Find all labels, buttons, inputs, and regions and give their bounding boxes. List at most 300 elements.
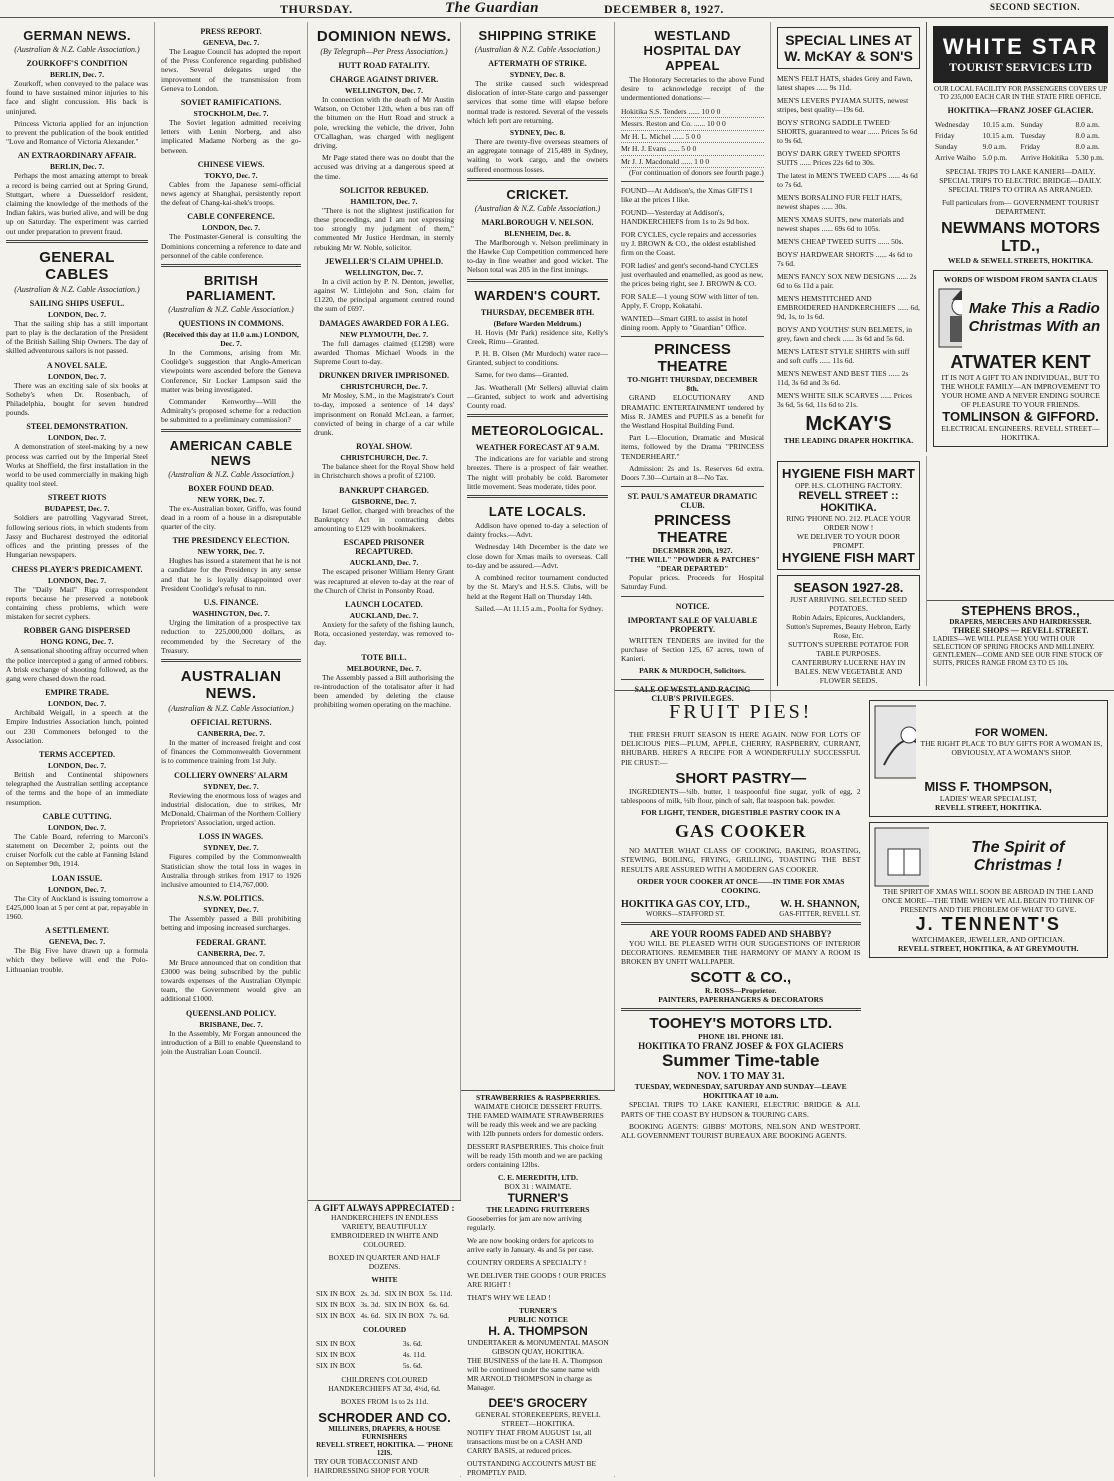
presents-icon: [874, 827, 929, 887]
column-white-star: [927, 22, 1114, 686]
ad-text: BOXED IN QUARTER AND HALF DOZENS.: [328, 1253, 441, 1271]
subheading: OFFICIAL RETURNS.: [190, 717, 272, 727]
ad-text: THAT'S WHY WE LEAD !: [467, 1293, 551, 1302]
heading: AUSTRALIAN NEWS.: [180, 667, 282, 702]
paragraph: The Marlborough v. Nelson preliminary in the Hawke Cup Competition commenced here to-day in fine weather and good wicket. The Nelson total was 205 in the first innings.: [467, 237, 608, 275]
ad-title: SHORT PASTRY—: [675, 769, 807, 787]
divider: [6, 240, 148, 243]
divider: [161, 429, 301, 432]
paragraph: Addison have opened to-day a selection of dainty frocks.—Advt.: [467, 521, 608, 540]
donation-row: Mr H. J. Evans ...... 5 0 0: [621, 143, 764, 156]
subheading: A SETTLEMENT.: [45, 926, 109, 936]
ad-stephens-bros: [927, 600, 1114, 686]
column-german-news: [0, 22, 155, 1477]
paragraph: British and Continental shipowners telegraphed the Australian settling acceptance of the terms and the hope of an immediate resumption.: [6, 769, 148, 807]
table-row: [314, 1360, 455, 1371]
ad-text: COUNTRY ORDERS A SPECIALTY !: [467, 1258, 587, 1267]
business-name: DEE'S GROCERY: [488, 1396, 588, 1410]
dateline: BRISBANE, Dec. 7.: [199, 1019, 263, 1029]
masthead-title: The Guardian: [445, 0, 539, 16]
ad-text: DESSERT RASPBERRIES. This choice fruit will be ready 15th month and we are packing orders containing 12lbs.: [467, 1142, 604, 1169]
dateline: GISBORNE, Dec. 7.: [351, 496, 417, 506]
paragraph: P. H. B. Olsen (Mr Murdoch) water race—Granted, subject to conditions.: [467, 349, 608, 368]
ad-subtitle: WE DELIVER TO YOUR DOOR PROMPT.: [796, 532, 901, 550]
paragraph: INGREDIENTS—¼lb. butter, 1 teaspoonful fine sugar, yolk of egg, 2 tablespoons of milk, ½lb flour, pinch of salt, flat teaspoon bak. powder.: [621, 786, 861, 806]
dateline: LONDON, Dec. 7.: [47, 760, 107, 770]
ad-title: STRAWBERRIES & RASPBERRIES.: [476, 1093, 600, 1102]
business-line: THREE SHOPS — REVELL STREET.: [952, 626, 1089, 635]
column-mckay-ads: [771, 22, 927, 452]
cell: SIX IN BOX: [384, 1311, 425, 1320]
dateline: MELBOURNE, Dec. 7.: [346, 663, 422, 673]
divider: [621, 596, 764, 597]
business-name: H. A. THOMPSON: [488, 1324, 588, 1338]
subheading: LOAN ISSUE.: [51, 873, 103, 883]
coloured-prices: [314, 1338, 455, 1371]
paragraph: The Assembly passed a Bill authorising the re-introduction of the totalisator after it had been amended by deleting the clause prohibiting women operating on the machine.: [314, 672, 454, 710]
ad-item: BOYS' DARK GREY TWEED SPORTS SUITS ...... Prices 22s 6d to 30s.: [777, 149, 901, 167]
ad-text: SPECIAL TRIPS TO LAKE KANIERI—DAILY. SPECIAL TRIPS TO ELECTRIC BRIDGE—DAILY. SPECIAL TRIPS TO OTIRA AS ARRANGED.: [939, 167, 1102, 194]
heading: LATE LOCALS.: [488, 504, 587, 520]
cell: 5s. 6d.: [402, 1361, 423, 1370]
paragraph: That the sailing ship has a still important part to play is the declaration of the President of the British Sailing Ship Owners. The day of skilled adventurous sailors is not passed.: [6, 318, 148, 356]
paragraph: The "Daily Mail" Riga correspondent reports because he preserved a notebook containing chess problems, which were mistaken for secret cyphers.: [6, 584, 148, 622]
cell: Sunday: [935, 142, 958, 151]
divider: [467, 178, 608, 181]
paragraph: (For continuation of donors see fourth page.): [629, 168, 764, 178]
donation-row: Hokitika S.S. Tenders ...... 10 0 0: [621, 106, 764, 119]
ad-title: TOMLINSON & GIFFORD.: [942, 409, 1099, 424]
dateline: WELLINGTON, Dec. 7.: [345, 267, 423, 277]
subheading: IMPORTANT SALE OF VALUABLE PROPERTY.: [627, 615, 758, 634]
dateline: HAMILTON, Dec. 7.: [350, 196, 418, 206]
paragraph: Princess Victoria applied for an injunction to prevent the publication of the book entitled "Love and Romance of Victoria Alexander.": [6, 118, 148, 147]
donation-row: Mr H. L. Michel ...... 5 0 0: [621, 131, 764, 144]
paragraph: Cables from the Japanese semi-official news agency at Shanghai, persistently report the defeat of Chang-kai-shek's troops.: [161, 179, 301, 208]
ad-subtitle: WAIMATE CHOICE DESSERT FRUITS.: [474, 1102, 602, 1111]
ad-item: MEN'S NEWEST AND BEST TIES ...... 2s 11d, 3s 6d and 3s 6d.: [777, 369, 909, 387]
cell: SIX IN BOX: [316, 1339, 356, 1348]
paragraph: The strike caused such widespread dislocation of inter-State cargo and passenger services that some time will elapse before normal trade is restored. Several of the vessels which left port are returning.: [467, 79, 608, 125]
ad-item: BOYS' AND YOUTHS' SUN BELMETS, in grey, fawn and check ...... 3s 6d and 5s 6d.: [777, 325, 912, 343]
dateline: STOCKHOLM, Dec. 7.: [193, 109, 269, 119]
dateline: CHRISTCHURCH, Dec. 7.: [340, 382, 428, 392]
cell: 10.15 a.m.: [982, 131, 1015, 140]
paragraph: THE FRESH FRUIT SEASON IS HERE AGAIN. NOW FOR LOTS OF DELICIOUS PIES—PLUM, APPLE, CHERRY, RASPBERRY, CURRANT, RHUBARB. HERE'S A RECIPE FOR A WONDERFULLY SUCCESSFUL PIE CRUST:—: [621, 730, 861, 767]
ad-item: MEN'S BORSALINO FUR FELT HATS, newest shapes ...... 30s.: [777, 193, 902, 211]
divider: [621, 1008, 861, 1011]
heading: METEOROLOGICAL.: [471, 423, 604, 439]
subheading: AFTERMATH OF STRIKE.: [488, 59, 587, 68]
paragraph: A demonstration of steel-making by a new process was carried out by the Imperial Steel Works at Sheffield, the first installation in the world to be used commercially in making high quality tool steel.: [6, 442, 148, 489]
ad-subtitle: NOV. 1 TO MAY 31.: [696, 1071, 785, 1083]
table-heading: WHITE: [371, 1275, 398, 1284]
paragraph: The full damages claimed (£1298) were awarded Thomas Michael Woods in the Supreme Court to-day.: [314, 338, 454, 367]
ad-text: Gooseberries for jam are now arriving regularly.: [467, 1214, 582, 1232]
heading: AMERICAN CABLE NEWS: [169, 437, 293, 468]
paragraph: NO MATTER WHAT CLASS OF COOKING, BAKING, ROASTING, STEWING, BOILING, FRYING, GRILLING, TOASTING THE BEST RESULTS ARE ASSURED WITH A MODERN GAS COOKER.: [621, 846, 861, 874]
brand-title: WHITE STAR: [942, 34, 1099, 59]
dateline: TOKYO, Dec. 7.: [204, 170, 258, 180]
service-credit: (Australian & N.Z. Cable Association.): [14, 284, 140, 294]
cell: SIX IN BOX: [316, 1289, 356, 1298]
cell: 8.0 a.m.: [1075, 120, 1100, 129]
paragraph: Figures compiled by the Commonwealth Statistician show the total loss in wages in Australia through strikes from 1917 to 1926 inclusive amounted to £14,767,000.: [161, 852, 301, 889]
theatre-title: PRINCESS THEATRE: [654, 341, 731, 376]
ad-strip-left: [461, 1090, 615, 1476]
ad-text: Full particulars from— GOVERNMENT TOURIST DEPARTMENT.: [941, 198, 1100, 216]
paragraph: The League Council has adopted the report of the Press Conference regarding published news. Several delegates urged the improvement of the transmission from Geneva to London.: [161, 47, 301, 93]
business-line: DRAPERS, MERCERS AND HAIRDRESSER.: [949, 618, 1092, 626]
cell: 4s. 6d.: [360, 1311, 381, 1320]
ad-title: FRUIT PIES!: [669, 701, 813, 723]
business-line: BOX 31 : WAIMATE.: [504, 1182, 572, 1191]
paragraph: There was an exciting sale of six books at Sotheby's when Dr. Rosenbach, of Philadelphia, bought for seven hundred pounds.: [6, 380, 148, 418]
subheading: TERMS ACCEPTED.: [38, 749, 115, 759]
bottom-left-ads: [621, 695, 861, 1143]
subheading: CABLE CUTTING.: [42, 811, 112, 821]
paragraph: WRITTEN TENDERS are invited for the purchase of Section 125, 67 acres, town of Kanieri.: [621, 635, 764, 663]
cell: Arrive Waiho: [935, 153, 976, 162]
santa-claus-icon: [938, 288, 962, 348]
ad-item: The latest in MEN'S TWEED CAPS ...... 4s 6d to 7s 6d.: [777, 171, 918, 189]
ad-item: MEN'S LEVERS PYJAMA SUITS, newest stripes, best quality—19s 6d.: [777, 96, 909, 114]
service-credit: (Australian & N.Z. Cable Association.): [168, 305, 294, 315]
dateline: SYDNEY, Dec. 7.: [203, 843, 259, 853]
table-row: [314, 1288, 455, 1299]
subheading: CHARGE AGAINST DRIVER.: [329, 75, 439, 84]
ad-tennent: [869, 822, 1109, 958]
paragraph: Commander Kenworthy—Will the Admiralty's proposed scheme for a reduction be submitted to a preliminary commission?: [161, 397, 301, 425]
subheading: CABLE CONFERENCE.: [187, 212, 275, 222]
paragraph: The Assembly passed a Bill prohibiting betting and imposing increased surcharges.: [161, 914, 301, 933]
paragraph: Perhaps the most amazing attempt to break a record is being carried out at Spring Grund, Stuttgart, where a Duesseldorf resident, claiming the knowledge of the methods of the Indian fakirs, was buried alive, and will be dug up on Saturday. The experiment was carried out under preparation to prevent fraud.: [6, 171, 148, 236]
ad-title: SEASON 1927-28.: [793, 580, 904, 595]
table-row: [314, 1349, 455, 1360]
ad-miss-thompson: [869, 700, 1109, 817]
ad-item: MEN'S FELT HATS, shades Grey and Fawn, latest shapes ...... 9s 11d.: [777, 74, 913, 92]
cell: 5.30 p.m.: [1075, 153, 1104, 162]
dateline: (Received this day at 11.0 a.m.) LONDON, Dec. 7.: [163, 330, 299, 349]
ad-text: BOXES FROM 1s to 2s 11d.: [340, 1397, 429, 1406]
paragraph: Part I.—Elocution, Dramatic and Musical items, followed by the Drama "PRINCESS TENDERHEART.": [621, 433, 764, 461]
business-line: PAINTERS, PAPERHANGERS & DECORATORS: [658, 995, 824, 1005]
ad-subtitle: WELD & SEWELL STREETS, HOKITIKA.: [947, 256, 1094, 265]
ad-seed-potatoes: [777, 575, 920, 686]
dateline: (Before Warden Meldrum.): [493, 318, 582, 328]
dateline: CANBERRA, Dec. 7.: [197, 728, 265, 738]
dateline: LONDON, Dec. 7.: [47, 699, 107, 709]
dateline: SYDNEY, Dec. 7.: [203, 781, 259, 791]
business-name: W. H. SHANNON,: [780, 898, 860, 910]
paragraph: The Cable Board, referring to Marconi's statement on December 2, points out the cruiser Norfolk cut the cable at Fanning Island on September 9th, 1914.: [6, 831, 148, 869]
subheading: SALE OF WESTLAND RACING CLUB'S PRIVILEGES.: [634, 685, 751, 702]
timetable: [933, 119, 1108, 163]
paragraph: The Soviet legation admitted receiving letters with Lenin Norberg, and also implicated Madame Norberg as the go-between.: [161, 118, 301, 155]
business-name: STEPHENS BROS.,: [961, 603, 1080, 618]
dateline: AUCKLAND, Dec. 7.: [349, 610, 419, 620]
dateline: LONDON, Dec. 7.: [47, 309, 107, 319]
dateline: SYDNEY, Dec. 8.: [509, 70, 566, 79]
dateline: TO-NIGHT! THURSDAY, DECEMBER 8th.: [627, 375, 758, 394]
cell: 10.15 a.m.: [982, 120, 1015, 129]
business-name: TURNER'S: [507, 1191, 569, 1205]
table-heading: COLOURED: [362, 1325, 407, 1334]
ad-title: ATWATER KENT: [950, 352, 1091, 372]
cell: Friday: [935, 131, 955, 140]
paragraph: Jas. Weatherall (Mr Sellers) alluvial claim—Granted, subject to work and advertising County road.: [467, 382, 608, 411]
dateline: GENEVA, Dec. 7.: [202, 38, 260, 47]
subheading: SAILING SHIPS USEFUL.: [29, 298, 125, 308]
heading: DOMINION NEWS.: [316, 28, 452, 45]
ad-text: SUTTON'S SUPERBE POTATOE FOR TABLE PURPOSES.: [788, 640, 909, 658]
paragraph: The escaped prisoner William Henry Grant was recaptured at eleven to-day at the rear of the Church of Christ in Ponsonby Road.: [314, 567, 454, 595]
subheading: ESCAPED PRISONER RECAPTURED.: [343, 538, 425, 557]
subheading: DAMAGES AWARDED FOR A LEG.: [319, 318, 449, 328]
ad-title: FOR WOMEN.: [975, 727, 1048, 739]
paragraph: SPECIAL TRIPS TO LAKE KANIERI, ELECTRIC BRIDGE & ALL PARTS OF THE COAST BY HUDSON & TOURING CARS.: [621, 1100, 861, 1119]
business-line: PHONE 181. PHONE 181.: [698, 1032, 784, 1042]
paragraph: The Honorary Secretaries to the above Fund desire to acknowledge receipt of the undermentioned donations:—: [621, 75, 764, 103]
paragraph: Urging the limitation of a prospective tax reduction to 225,000,000 dollars, as recommended by the Secretary of the Treasury.: [161, 618, 301, 655]
paragraph: The Big Five have drawn up a formula which they believe will end the Polo-Lithuanian trouble.: [6, 946, 148, 974]
ad-text: THE FAMED WAIMATE STRAWBERRIES will be ready this week and we are packing with 12lb punnets orders for domestic orders.: [467, 1111, 604, 1138]
ad-subtitle: RING 'PHONE NO. 212. PLACE YOUR ORDER NOW !: [786, 514, 911, 532]
table-row: [933, 141, 1108, 152]
subheading: QUEENSLAND POLICY.: [186, 1008, 276, 1018]
ad-item: MEN'S LATEST STYLE SHIRTS with stiff and soft cuffs ...... 11s 6d.: [777, 347, 910, 365]
subheading: WEATHER FORECAST AT 9 A.M.: [475, 443, 600, 453]
subheading: BOXER FOUND DEAD.: [188, 483, 274, 493]
ad-item: MEN'S CHEAP TWEED SUITS ...... 50s.: [777, 237, 904, 246]
donation-row: Messrs. Reston and Co. ...... 10 0 0: [621, 118, 764, 131]
subheading: TOTE BILL.: [361, 652, 407, 662]
business-line: GENERAL STOREKEEPERS, REVELL STREET—HOKITIKA.: [475, 1410, 601, 1428]
paragraph: In the Assembly, Mr Forgan announced the introduction of a Bill to enable Queensland to join the Australian Loan Council.: [161, 1028, 301, 1056]
dateline: DECEMBER 20th, 1927.: [652, 546, 733, 556]
ad-title: HYGIENE FISH MART: [782, 550, 915, 565]
white-star-banner: [933, 26, 1108, 83]
paragraph: The balance sheet for the Royal Show held in Christchurch shows a profit of £2100.: [314, 462, 454, 481]
subheading: PRESS REPORT.: [200, 27, 262, 36]
cell: SIX IN BOX: [384, 1289, 425, 1298]
cell: Friday: [1020, 142, 1041, 151]
paragraph: In the Commons, arising from Mr. Coolidge's suggestion that Anglo-American viewpoints were ascended before the Geneva Conference, Sir Locker Lampson said the matter was being investigated.: [161, 348, 301, 394]
subheading: SOVIET RAMIFICATIONS.: [180, 98, 282, 108]
ad-title: GAS COOKER: [674, 821, 807, 842]
dateline: HONG KONG, Dec. 7.: [40, 637, 114, 647]
business-line: WATCHMAKER, JEWELLER, AND OPTICIAN.: [911, 935, 1065, 944]
ad-title: Summer Time-table: [662, 1051, 820, 1071]
classified-ad: FOR CYCLES, cycle repairs and accessories try J. BROWN & CO., the oldest established firm on the Coast.: [621, 230, 757, 258]
table-row: [933, 152, 1108, 163]
dateline: BERLIN, Dec. 7.: [50, 70, 104, 79]
dateline: NEW PLYMOUTH, Dec. 7.: [339, 329, 429, 339]
business-name: C. E. MEREDITH, LTD.: [498, 1173, 578, 1182]
subheading: DRUNKEN DRIVER IMPRISONED.: [318, 371, 449, 381]
signature: PARK & MURDOCH, Solicitors.: [639, 666, 746, 676]
play-list: "THE WILL" "POWDER & PATCHES" "DEAR DEPARTED": [625, 555, 760, 574]
paragraph: YOU WILL BE PLEASED WITH OUR SUGGESTIONS OF INTERIOR DECORATIONS. REMEMBER THE HARMONY OF MANY A ROOM IS BROKEN BY UNFIT WALLPAPER.: [621, 938, 861, 967]
dateline: AUCKLAND, Dec. 7.: [349, 558, 419, 568]
paragraph: H. Hovis (Mr Park) residence site, Kelly's Creek, Rimu—Granted.: [467, 327, 608, 346]
paragraph: Mr Page stated there was no doubt that the accused was driving at a dangerous speed at the time.: [314, 153, 454, 181]
classified-ad: FOR SALE—1 young SOW with litter of ten. Apply, F. Cropp, Kokatahi.: [621, 292, 759, 311]
ad-text: NOTIFY THAT FROM AUGUST 1st, all transactions must be on a CASH AND CARRY BASIS, at reduced prices.: [467, 1428, 592, 1455]
classified-ad: WANTED—Smart GIRL to assist in hotel dining room. Apply to "Guardian" Office.: [621, 314, 748, 333]
paragraph: Archibald Weigall, in a speech at the Empire Industries Association lunch, pointed out 230 Commoners belonged to the Association.: [6, 708, 148, 745]
divider: [621, 679, 764, 680]
ad-title: The Spirit of Christmas !: [971, 839, 1065, 874]
cell: Sunday: [1020, 120, 1044, 129]
cell: 3s. 3d.: [360, 1300, 381, 1309]
dateline: WELLINGTON, Dec. 7.: [345, 86, 423, 95]
cell: 6s. 6d.: [429, 1300, 449, 1309]
heading: SHIPPING STRIKE: [478, 28, 597, 43]
cell: SIX IN BOX: [316, 1361, 356, 1370]
paragraph: There are twenty-five overseas steamers of an aggregate tonnage of 215,489 in Sydney, waiting to work cargo, and the owners suffered enormous losses.: [467, 137, 608, 174]
ad-text: CANTERBURY LUCERNE HAY IN BALES. NEW VEGETABLE AND FLOWER SEEDS.: [791, 658, 906, 685]
subheading: THE PRESIDENCY ELECTION.: [172, 536, 290, 546]
dateline: WASHINGTON, Dec. 7.: [192, 609, 270, 619]
business-line: REVELL STREET, HOKITIKA, & AT GREYMOUTH.: [898, 944, 1079, 953]
dateline: LONDON, Dec. 7.: [47, 575, 107, 585]
business-name: TOOHEY'S MOTORS LTD.: [649, 1015, 833, 1033]
dateline: LONDON, Dec. 7.: [47, 884, 107, 894]
ad-text: OUTSTANDING ACCOUNTS MUST BE PROMPTLY PAID.: [467, 1459, 597, 1476]
appropriate-gifts-icon: [874, 705, 916, 779]
business-name: J. TENNENT'S: [915, 914, 1061, 934]
ad-text: TRY OUR TOBACCONIST AND HAIRDRESSING SHOP FOR YOUR: [314, 1457, 430, 1475]
business-line: UNDERTAKER & MONUMENTAL MASON: [467, 1338, 609, 1347]
service-credit: (Australian & N.Z. Cable Association.): [474, 203, 601, 213]
paragraph: Wednesday 14th December is the date we close down for Xmas mails to overseas. Call to-day and be assured.—Advt.: [467, 542, 608, 570]
cell: SIX IN BOX: [316, 1300, 356, 1309]
cell: Tuesday: [1020, 131, 1046, 140]
cell: Arrive Hokitika: [1020, 153, 1069, 162]
paragraph: A combined recitor tournament conducted by the St. Mary's and H.S.S. Clubs, will be held at the Regent Hall on Thursday 14th.: [467, 573, 608, 601]
ad-text: OUR LOCAL FACILITY FOR PASSENGERS COVERS UP TO 235,000 EACH CAR IN THE STATE FIRE OFFICE.: [934, 85, 1107, 101]
subheading: HUTT ROAD FATALITY.: [338, 61, 430, 70]
ad-text: GENTLEMEN—COME AND SEE OUR FINE STOCK OF SUITS, PRICES RANGE FROM £3 TO £5 10s.: [933, 651, 1103, 667]
business-line: REVELL STREET, HOKITIKA.: [934, 803, 1042, 812]
business-name: SCOTT & CO.,: [690, 969, 792, 987]
white-prices: [314, 1288, 455, 1321]
service-credit: (Australian & N.Z. Cable Association.): [168, 469, 294, 479]
paragraph: Zourkoff, when conveyed to the palace was found to have sustained minor injuries to his face and slight concussion. His back is uninjured.: [6, 79, 148, 116]
paragraph: The Postmaster-General is consulting the Dominions concerning a reference to date and personnel of the cable conference.: [161, 232, 301, 260]
paragraph: "There is not the slightest justification for these proceedings, and I am not expressing too strongly my judgment of them," commented Mr Justice Herdman, in sternly rebuking Mr W. Noble, solicitor.: [314, 205, 454, 252]
paragraph: In a civil action by P. N. Denton, jeweller, against W. Littlejohn and Son, claim for £1220, the principal argument centred round the sum of £697.: [314, 276, 454, 314]
dateline: GENEVA, Dec. 7.: [48, 937, 106, 947]
dateline: SYDNEY, Dec. 7.: [203, 905, 259, 915]
business-line: R. ROSS—Proprietor.: [705, 986, 777, 996]
timetable-heading: HOKITIKA—FRANZ JOSEF GLACIER.: [947, 106, 1094, 115]
subheading: THURSDAY, DECEMBER 8TH.: [480, 307, 595, 317]
ad-subtitle: WORDS OF WISDOM FROM SANTA CLAUS: [943, 275, 1098, 284]
dateline: CHRISTCHURCH, Dec. 7.: [340, 453, 428, 463]
cell: 9.0 a.m.: [982, 142, 1007, 151]
subheading: CHINESE VIEWS.: [197, 159, 265, 169]
ad-atwater-kent: [933, 270, 1108, 447]
heading: GERMAN NEWS.: [23, 28, 131, 43]
ad-title: HOKITIKA TO FRANZ JOSEF & FOX GLACIERS: [638, 1041, 844, 1052]
dateline: CANBERRA, Dec. 7.: [197, 948, 265, 958]
subheading: ST. PAUL'S AMATEUR DRAMATIC CLUB.: [627, 492, 758, 511]
ad-text: TUESDAY, WEDNESDAY, SATURDAY AND SUNDAY—LEAVE HOKITIKA AT 10 a.m.: [634, 1082, 847, 1101]
cell: 8.0 a.m.: [1075, 142, 1100, 151]
ad-text: We are now booking orders for apricots to arrive early in January. 4s and 5s per case.: [467, 1236, 594, 1254]
heading: CRICKET.: [506, 186, 569, 202]
ad-text: WE DELIVER THE GOODS ! OUR PRICES ARE RIGHT !: [467, 1271, 607, 1289]
donation-row: Mr J. J. Macdonald ...... 1 0 0: [621, 156, 764, 169]
paragraph: Mr Mosley, S.M., in the Magistrate's Court to-day, imposed a sentence of 14 days' imprisonment on Ronald McLean, a farmer, convicted of being in charge of a car while drunk.: [314, 391, 454, 438]
paragraph: Reviewing the enormous loss of wages and industrial dislocation, due to strikes, Mr McDonald, Chairman of the Northern Colliery Proprietors' Association, urged action.: [161, 790, 301, 828]
subheading: EMPIRE TRADE.: [45, 688, 109, 698]
ad-text: THE BUSINESS of the late H. A. Thompson will be continued under the same name with MR ARNOLD THOMPSON in charge as Manager.: [467, 1356, 603, 1392]
subheading: U.S. FINANCE.: [203, 598, 259, 608]
ad-title: Make This a Radio Christmas With an: [968, 300, 1101, 335]
brand-subtitle: TOURIST SERVICES LTD: [949, 60, 1092, 74]
ad-text: THE SPIRIT OF XMAS WILL SOON BE ABROAD IN THE LAND ONCE MORE—THE TIME WHEN WE ALL BEGIN TO THINK OF PRESENTS AND THE PROBLEM OF WHAT TO GIVE.: [882, 887, 1095, 914]
cell: 8.0 a.m.: [1075, 131, 1100, 140]
subheading: AN EXTRAORDINARY AFFAIR.: [17, 151, 137, 161]
subheading: LOSS IN WAGES.: [198, 832, 264, 842]
table-row: [314, 1310, 455, 1321]
heading: GENERAL CABLES: [39, 248, 115, 283]
dateline: BERLIN, Dec. 7.: [50, 162, 104, 172]
business-line: WORKS—STAFFORD ST.: [646, 909, 725, 918]
cell: SIX IN BOX: [316, 1311, 356, 1320]
business-name: SCHRODER AND CO.: [318, 1410, 451, 1425]
column-fish-seed-ads: [771, 456, 927, 686]
ad-title: PUBLIC NOTICE: [508, 1315, 568, 1324]
cell: 3s. 6d.: [402, 1339, 423, 1348]
heading: WARDEN'S COURT.: [474, 287, 601, 303]
ad-gift-schroder: [308, 1200, 461, 1476]
ad-item: MEN'S XMAS SUITS, new materials and newest shapes ...... 69s 6d to 105s.: [777, 215, 904, 233]
divider: [621, 336, 764, 337]
service-credit: (By Telegraph—Per Press Association.): [320, 47, 448, 56]
paragraph: Soldiers are patrolling Vagyvarad Street, following serious riots, in which students from Jassy and Bucharest destroyed the editorial offices and the printing presses of the Hungarian newspapers.: [6, 513, 148, 560]
ad-text: [782, 685, 915, 686]
cell: SIX IN BOX: [316, 1350, 356, 1359]
masthead-section: SECOND SECTION.: [990, 2, 1081, 12]
ad-title: REVELL STREET :: HOKITIKA.: [798, 490, 899, 514]
ad-subtitle: ELECTRICAL ENGINEERS. REVELL STREET—HOKITIKA.: [941, 424, 1100, 442]
dateline: LONDON, Dec. 7.: [47, 822, 107, 832]
dateline: SYDNEY, Dec. 8.: [509, 128, 566, 138]
table-row: [933, 130, 1108, 141]
subheading: A NOVEL SALE.: [46, 360, 108, 370]
business-line: REVELL STREET, HOKITIKA. — 'PHONE 12IS.: [316, 1441, 453, 1457]
subheading: MARLBOROUGH V. NELSON.: [481, 217, 594, 227]
divider: [621, 486, 764, 487]
paragraph: Sailed.—At 11.15 a.m., Poolta for Sydney.: [475, 603, 604, 613]
ad-item: BOYS' STRONG SADDLE TWEED SHORTS, guaranteed to wear ...... Prices 5s 6d to 9s 6d.: [777, 118, 918, 145]
paragraph: The City of Auckland is issuing tomorrow a £425,000 loan at 5 per cent at par, repayable in 1960.: [6, 893, 148, 921]
paragraph: BOOKING AGENTS: GIBBS' MOTORS, NELSON AND WESTPORT. ALL GOVERNMENT TOURIST BUREAUX ARE BOOKING AGENTS.: [621, 1121, 861, 1141]
subheading: STEEL DEMONSTRATION.: [26, 422, 128, 432]
dateline: LONDON, Dec. 7.: [47, 433, 107, 443]
cell: 5s. 11d.: [429, 1289, 453, 1298]
divider: [161, 659, 301, 662]
business-line: GIBSON QUAY, HOKITIKA.: [491, 1347, 585, 1356]
service-credit: (Australian & N.Z. Cable Association.): [14, 45, 140, 54]
cell: Wednesday: [935, 120, 970, 129]
dateline: NEW YORK, Dec. 7.: [197, 494, 265, 504]
ad-item: MEN'S HEMSTITCHED AND EMBROIDERED HANDKERCHIEFS ...... 6d, 9d, 1s, to 1s 6d.: [777, 294, 920, 321]
